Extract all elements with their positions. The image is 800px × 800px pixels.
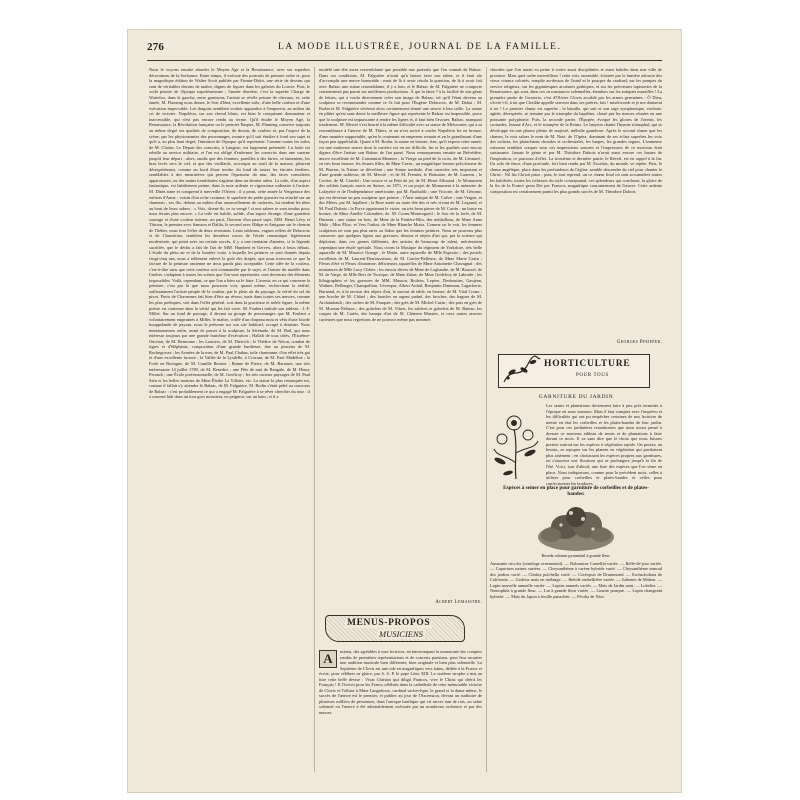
garden-intro-text: Les semis et plantations deviennent faire à peu près terminés à l'époque où nous sommes. Mais il faut compter avec l'imprévu et les difficultés qui ont pu empêcher certaines de nos lectrices de mettre en état les corbeilles et les plates-bandes de leur jardin. C'est pour ces jardinières retardataires que nous avons pensé à dresser ce nouveau tableau de semis et de plantations à faire durant ce mois. Il va sans dire que le choix que nous faisons portera surtout sur les espèces à végétation rapide. On pourra, au besoin, se repiquer sur les plantes en végétation qui produisent plus aisément ; en choisissant les espèces propres aux garnitures, on s'assurera une floraison qui se prolongera jusqu'à la fin de l'été. Voici, tout d'abord, une liste des espèces que l'on sème en place. Nous indiquerons, comme pour le précédent mois, celles à utiliser pour corbeilles et plates-bandes et celles pour confectionner les bordures. [546,403,662,486]
column-divider-1 [314,67,315,772]
column-1-text: Nous le voyons ensuite aborder le Moyen Age et la Renaissance, avec ses superbes décorations de la Sorbonne. Entre temps, il exécute des portraits de premier ordre et, pour la magnifique édition de Walter Scott publiée par Firmin-Didot, une série de dessins qui sont de véritables dessins de maître, dignes de figurer dans les galeries du Louvre. Puis, le voilà peintre de l'époque napoléonienne ; l'année dernière, c'est la superbe Charge de Waterloo, dans le gauche, entre garnisons, l'artiste se révèle peintre de chevaux, et, cette année, M. Flameng nous donne, le Soir d'Iéna, excellente toile, d'une belle couleur et d'une exécution impeccable. Les dragons semblent vouloir apparaître à l'empereur, au milieu du cri de victoire. Napoléon, sur son cheval blanc, est bien le conquérant dominateur et inaccessible, qui n'est pas encore rendu au terme. Qu'il étudie le Moyen Age, la Renaissance, la Révolution française ou le premier Empire, M. Flameng conserve toujours au même degré ses qualités de composition, de dessin, de couleur et, par l'aspect de la scène, par les physionomies des personnages, montre qu'il sait étudier à fond son sujet et qu'il a, au plus haut degré, l'intuition de l'époque qu'il représente. Comme toutes les toiles de M. Clairin, Le Départ des conscrits, à Langeac, est largement présentée. La foule est rebelle au service militaire, et l'on est obligé d'enfermer les conscrits dans une caserne jusqu'à leur départ ; alors, tandis que des femmes, pareilles à des furies, se lamentent, les bras levés vers le ciel, et que des vieillards, accroupis au seuil de la maison, pleurent désespérément, comme au bord d'une tombe, du fond de toutes les étroites fenêtres, semblables à des meurtrières qui percent l'épaisseur du mur, des faces convulsées apparaissent, ou des mains tremblantes s'agitent dans un dernier adieu. La toile, d'un aspect fantastique, est habilement peinte, dans la note ardente et vigoureuse ordinaire à l'artiste. M. Dinet aime et comprend à merveille l'Orient ; il a peint, cette année la Vengeance des enfants d'Antar : voisin d'un riche costume, le squelette du poète guerrier est attaché sur un chameau ; ses fils, debout au milieu d'un amoncellement de cadavres, lui tendent les têtes au bout de leurs sabres : « Vois, disent-ils, ce tu vengé ! si nos sabres te sont tendus pour, nous ferons plus encore. » La toile est habile, solide, d'un aspect étrange, d'une grandeur sauvage et d'une couleur intense, un parti, l'horreur d'un passé sujet. MM. Henri Lévy et Thirion, le premier avec Samson et Dalila, le second avec Œdipe et Antigone sur le chemin de Thèbes, nous font l'effet de deux revenants. Leurs tableaux, vagues reflets de Delacroix et de Chassériau, semblent les dernières traces de l'école romantique légèrement modernisée, qui peint avec un certain succès, il y a une trentaine d'années, si la légende sacrifiée, que le déchu a fait de l'art de MM. Humbert et Gervex, alors à leurs débuts. L'étude du plein air et de la lumière vraie, à laquelle les peintres se sont donnés depuis vingt-cinq ans, nous a tellement enlevé le goût des drapés, que nous trouvons ce que la facture de la peinture ancienne ne nous paraît plus acceptable. Cette idée de la couleur, c'est-à-dire sans que cette couleur soit commandée par le sujet, et l'artiste du modèle dans l'atelier, s'adaptent à toutes les scènes que l'on veut représenter, sont devenues des éléments impossibles. Voilà, cependant, ce que l'on a bien su le faire. L'avenir, en ce qui concerne la peinture, c'est par là que nous pourrons voir, quand même, recherchant la réalité, suffisamment l'artiste peuple de la couleur, par le plein air du paysage, la vérité du sol du pivot. Puvis de Chavannes fait bien d'être un rêveur, mais dans toutes ses œuvres, comme les plus poétiques, soit dans l'effet général, soit dans la gracieuse et noble figure, la même poésie est contenue dans la vérité qui les fait vivre. M. Foubert intitule son tableau : J.-F. Millet. Sur un fond de paysage, il devant au groupe de personnages que M. Foubert a volontairement empruntés à Millet, le maître, coiffé d'un chapeau mou et vêtu d'une lourde houppelande de paysan, nous le présente sur son site habituel, occupé à dessiner. Nous mentionnerons enfin, avant de passer à la sculpture, la Sérénade, de M. Bail, qui nous intéresse toujours par une grande franchise d'exécution ; Hallali de tous côtés, l'Extrême-Onction, de M. Bernonne ; les Loutiers, de M. Dietrich ; le Théâtre de Néron, combat de tigres et d'éléphants, composition d'une grande hardiesse, due au pinceau de M. Rochegrosse ; les Armées de la mer, de M. Paul Chabas, toile charmante, d'un effet très gai et d'une excellente facture ; la Vallée de la Lysdelle, à Crozant, de M. Paul Madeline ; la Forêt en Bretagne, de M. Camille Bernier ; Bonne de Pierre, de M. Barrauet, une très intéressante 14 juillet 1789, de M. Benedict ; une Fête de nuit de Bengale, de M. Henry Perrault ; une École professionnelle, de M. Geoffroy ; les très curieux paysages de M. Paul Saïn et les belles marines de Mme Élodie La Villette, etc. La statue la plus remarquée est, comme il fallait s'y attendre le Balzac, de M. Falguière. M. Rodin s'était prêté au concours de Balzac : c'est probablement ce qui a engagé M. Falguière à se rêver chercher du tour : il a souvent bâti dans un trou gros monsieur, en peignoir, sur un banc, et il a [149,67,310,400]
section-title: GARNITURE DU JARDIN [538,394,614,400]
subsection-title: Espèces à semer en place pour garniture de corbeilles et de plates-bandes: [503,485,649,498]
journal-title: LA MODE ILLUSTRÉE, JOURNAL DE LA FAMILLE. [278,42,562,52]
concert-review-text: chorales que l'on aurait eu peine à croire aussi disciplinées et aussi habiles dans une ville de province. Mais quel cadre merveilleux ! cette voix rassemble, éclairée par le lumière adoucie des vieux vitraux coloriés, remplie au-dessus de l'autel et le pourpre du cardinal, sur les pompes du service religieux, sur les gigantesques arcatures gothiques, et sur les précieuses tapisseries de la Renaissance, qui sont, dans ces circonstances solennelles, étendues sur les antiques murailles ! La première partie de l'oratorio, c'est d'Olivier Clovis accablé par les armes germaines : Ô Dieu, s'écrie-t-il, à toi que Clotilde appelle souvent dans ses prières, fais ! miséricorde et je me donnerai à toi ! Le premier chœur est superbe ; la bataille, qui suit et son rage symphonique, violente, agitée, désespérée, se termine par le triomphe du baptême, classé par les masses réunies en une puissante polyphonie. Puis, la seconde partie, l'Épopée, évoque les gloires de l'avenir, les croisades, Jeanne d'Arc, et le triomphe de la Reims. Le baryton chante l'hymne triomphal, qui se développe en une phrase pleine de majesté, mélodie grandiose. Après le second chœur que les chœurs, la vois saluer le nom de M. Noté, de l'Opéra, dominant de ses éclats superbes les voix des solistes, les plainchants chorales et orchestrales, les harpes, les grandes orgues. L'immense vaisseau semblait craquer sous ces impressions sonores et l'impression de ce morceau était saisissante. Jamais le génie et par M. Théodore Dubois n'avait aussi encore ces hautes de l'inspiration, ce parcours d'effet. La troisième et dernière partie, le Réveil, est en rappel à la fin. Un solo de ténor, d'une profonde, fort bien rendu par M. Escalais, du monde, se répète. Puis, le chœur angélique, place dans les profondeurs de l'église, semble descendre du ciel pour chanter le Christ : Nil his Christi prius : puis, le tout reprend, un ce chœur final où sont accumulées toutes les habiletés, toutes les richesses du style contrapuntal, ces splendeurs qui concluent, la gloire de la fin de la France gesta Dei per Francos, magnifique couronnement de l'œuvre. Cette ardente composition est certainement parmi les plus grands succès de M. Théodore Dubois. [490,67,662,195]
musicians-article [319,649,482,716]
plant-list-text: Amarante tricolor (semilage ornemental). — Balsamine Camellia variée. — Belle-de-jour variée. — Capucines naines variées. — Chrysanthème à carène hybride varié. — Chrysanthème semoul des jardins varié. — Clarkia pulchella varié. — Coréopsis de Drummond. — Eschscholtzia de Californie. — Godetia mais on mélange. — Ibéride ombellifère variée. — Julienne de Mahon. — Lupin nouvelle annuelle variée. — Lupins annuels variés. — Mais de Jardin nain. — Lobelier. — Nemophila à grande fleur. — Lin à grande fleur variée. — Linaire pourpre. — Lopin changeant hybride. — Maïs du Japon à feuille panachée. — Pécilia de Nice. [490,560,662,599]
magazine-page [128,30,681,792]
author-signature-2: Georges Pfeiffer. [616,340,662,345]
page-number: 276 [147,41,165,53]
musicians-article-text: nciens, des sgréables à mes lectrices, en interrompant la monotonie des comptes rendus de premières représentations et de concerts parisiens, pour leur raconter une audition musicale bien différente, bien originale et bien plus solennelle. La Septième de Clovis est une ode en magnifiques vers latins, dédiée à la France et écrite, pour célébrer sa gloire, par S. S. P. le pape Léon XIII. La sixième strophe a mis au titre cette belle devise : Vivat Christus qui diligit Francos, vive le Christ qui chérit les Français ! Il l'écrivit pour les Francs célébrés dans la cathédrale de cette mémorable victoire de Clovis et Tolbiac à Mme Langrétoux, cardinal-archevêque, le grand et la dame même, le succès de l'œuvre est le premier, et publier au jour de l'Ascension, devant un auditoire de plusieurs milliers de personnes, dans l'antique basilique qui vit sacrer tant de rois, on salue solennel ou l'œuvre à été admirablement exécutée par un nombreux orchestre et par des masses [319,649,482,716]
illustration-caption: Reseda odorant pyramidal à grande fleur. [541,552,611,558]
column-divider-2 [486,67,487,772]
author-signature: Albert Lemaistre. [435,600,482,605]
drop-cap: A [319,650,337,668]
banner-title-horticulture: HORTICULTURE [544,359,631,369]
menus-propos-banner [319,609,482,649]
vine-ornament-icon [502,356,542,386]
horticulture-banner [490,351,662,391]
column-1 [149,67,310,772]
flower-illustration-icon [490,403,542,481]
column-2 [319,67,482,772]
column-3 [490,67,662,772]
banner-subtitle-horticulture: POUR TOUS [576,373,609,378]
header-rule [147,60,662,61]
salon-review-text: modelé une tête assez ressemblante que possible aux portraits que l'on connaît de Balzac. Dans ces conditions, M. Falguière n'avait qu'à laisser faire son talent, et il était sûr d'accomplir une œuvre honorable ; mais de là à avoir résolu la question, de là à avoir fait avec Balzac une statue ressemblante, il y a loin, et le Balzac de M. Falguière ne comporte certainement pas parmi ses meilleures productions. À qui la faute ? à la facilité de son génie de lettres, qui a voulu directement créer son image de Balzac, tel qu'il l'était devenu au sculpteur se recommander comme ce l'a fait pour l'Eugène Delacroix, de M. Dalou ; M. Rodin et M. Falguière sévèrent alors certainement donné une œuvre à leur taille. La statue en plâtre qu'est sans doute la meilleure figure qui représente le Balzac est impossible, parce que la sculpture est impuissante à rendre les lignes et, il faut bien l'avouer, Balzac, manquait totalement. M. Mercié s'est heurté à la même difficulté avec sa statue de Meissonier, qui a sa ressemblance à l'œuvre de M. Thiers, et on n'est arrivé à couler Napoléon Ier en bronze, d'une manière supportable, qu'en le contenant en empereur romain et en le grandissant d'une façon peu appréciable. Quant à M. Rodin, la statue en bronze, fine, qu'il expose cette année, est une maîtresse œuvre dont la carrière est en soi difficile, fin et les qualités sont encore dignes d'être l'artiste son Balzac de l'an passé. Nous remarquerons ensuite au Belvédère, œuvre excellente de M. Constantin Meunier ; la Vierge au pied de la croix, de M. Léonard ; en très beau bronze, les Jeunes filles, de Mme Cazin ; un magnifique bronze polychrome de M. Barrias, la Nature se dévoilant ; une Statue tombale, d'un caractère très important et d'une grande noblesse, de M. Mercié ; et de M. Fremiet, le Boituaire, de M. Laurens ; le Cocher, de M. Ciardel ; Une source et sa Petit de jet, de M. Henri Allouard ; le Monument des soldats français morts en Suisse, en 1871, et un projet de Monument à la mémoire de Lafayette et de l'Indépendance américaine, par M. Bartholdi ; une Victoire, de M. Gérome, qui est devenue un peu sculpteur que peintre ; l'Âme antique de M. Calvet ; une Vergue, et des Mères, par M. Injalbert ; la Rose antée ou toute tête des et très vivant de M. Legrand, et M. Paul Dubois ; la Force opprimant le vizier, un très beau pierre de M. Cariès ; un buste en bronze, de Mme Amélie Colombier, de. M. Cornu-Montorgueil ; le Soir de la forêt, de M. Dumont ; une statue en bois, de Mme de la Pintière-Blin, des médaillons, de Mme Anna Malo ; Miss Élise, et Vers l'infini, de Mme Blanche Moria. Comme on le voit, les femmes sculpteurs ne sont pas plus rares au Salon que les femmes peintres. Nous ne pouvons plus consacrer que quelques lignes aux gravures, dessins et objets d'art qui, par la science qui déploient, dans ces genres différents, des artistes de beaucoup de talent, mériteraient cependant une étude spéciale. Nous citons la Musique du régiment de Yorkshire, très belle aquarelle de M. Maurice Orange ; le Matin, autre aquarelle de Mlle Esposito ; des pastels excellents de M. Laurent-Desrousseaux, de M. Carrier-Belleuse, de Mme Marie Cazin ; Fleurs d'été et Fleurs d'automne, délicieuses aquarelles de Mme Antoinette Chavagnat ; des miniatures de Mlle Lucy Châtes ; les envois divers de Mme de Loghaulte, de M. Roussel, de M. de Varge, de Mlle Berr de Turrique, de Mme Zuber, de Mme Godefroy de Laborde ; les lithographies et les gravures de MM. Masson, Boilvin, Lepère, Desboutins, Gaujean, Waltner, Bellenger, Champollion, Lévesque, Albert Ardail, Benjamin Damman, Lagacherie, Burnand, et, à la section des objets d'art, le surtout de table, en bronze, de M. Vital Cornu ; une broche de M. Châtel ; des boucles en argent patiné, des broches, des bagues de M. Archambault ; des cadres de M. Fouquet ; des grès de M. Michel Cazin ; des pots en grès de M. Moreau-Nélaton ; des gobelets de M. Vibert, les salières et gobelets de M. Bateau, les coupes de M. Cariès, des hanaps d'art de M. Clément Massier, et ceux autres œuvres curieuses que nous regrettons de ne pouvoir même pas nommer. [319,67,482,322]
garden-intro [490,403,662,486]
reseda-plant-illustration-icon [535,501,617,553]
page-header [128,41,681,57]
banner-subtitle: MUSICIENS [379,629,423,639]
banner-title: MENUS-PROPOS [347,618,431,628]
